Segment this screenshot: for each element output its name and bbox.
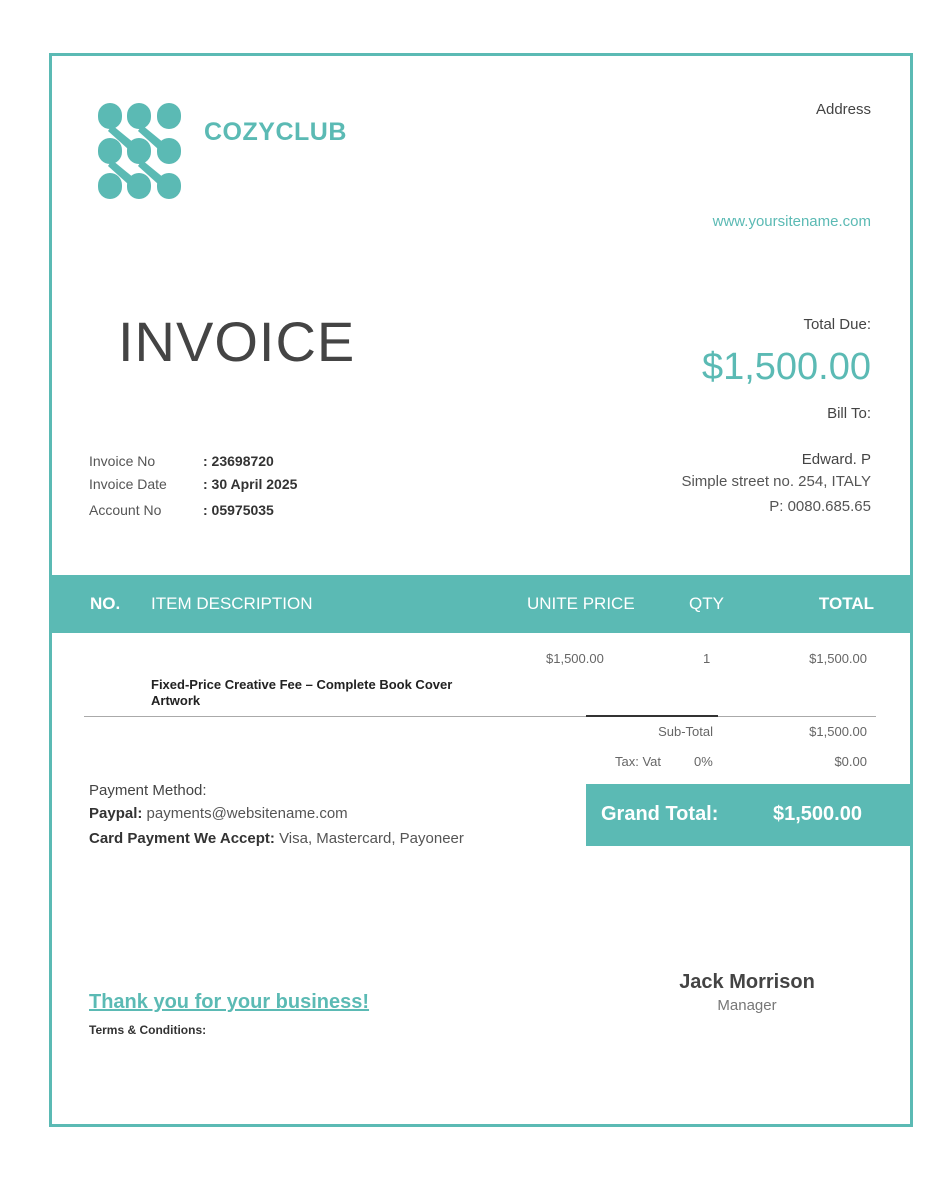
bill-to-label: Bill To: [827,405,871,422]
total-due-label: Total Due: [803,316,871,333]
cozyclub-logo-icon [98,103,186,199]
account-no-label: Account No [89,502,162,518]
subtotal-accent-line [586,715,718,717]
invoice-date-label: Invoice Date [89,476,167,492]
grand-total-value: $1,500.00 [773,803,862,825]
header-description: ITEM DESCRIPTION [151,594,313,613]
paypal-value: payments@websitename.com [146,805,348,822]
card-value: Visa, Mastercard, Payoneer [279,830,464,847]
brand-name: COZYCLUB [204,118,347,146]
address-label: Address [815,101,871,118]
tax-value: $0.00 [834,754,867,769]
bill-to-street: Simple street no. 254, ITALY [681,473,871,490]
header-price: UNITE PRICE [527,594,635,613]
account-no-value: : 05975035 [203,502,274,518]
table-header [52,575,910,633]
invoice-no-label: Invoice No [89,453,156,469]
invoice-no-value: : 23698720 [203,453,274,469]
website-link[interactable]: www.yoursitename.com [712,213,871,230]
invoice-title: INVOICE [118,310,356,373]
header-total: TOTAL [818,594,874,613]
grand-total-box [586,784,910,846]
tax-label: Tax: Vat [615,754,662,769]
paypal-line [89,805,348,822]
row-divider [84,716,876,717]
bill-to-name: Edward. P [801,451,871,468]
thank-you-text: Thank you for your business! [89,991,370,1013]
bill-to-phone: P: 0080.685.65 [769,498,871,515]
signer-role: Manager [717,997,777,1014]
grand-total-label: Grand Total: [601,803,719,825]
paypal-label: Paypal: [89,805,143,822]
tax-rate: 0% [694,754,713,769]
invoice-date-value: : 30 April 2025 [203,476,298,492]
signer-name: Jack Morrison [679,971,815,993]
payment-title: Payment Method: [89,782,207,799]
row-total: $1,500.00 [809,651,867,666]
terms-label: Terms & Conditions: [89,1023,207,1037]
header-qty: QTY [689,594,724,613]
row-description: Fixed-Price Creative Fee – Complete Book Cover Artwork [151,677,453,708]
row-price: $1,500.00 [546,651,604,666]
card-label: Card Payment We Accept: [89,830,275,847]
total-due-amount: $1,500.00 [701,346,871,388]
card-line [89,830,464,847]
subtotal-label: Sub-Total [658,724,713,739]
row-qty: 1 [703,651,711,666]
subtotal-value: $1,500.00 [809,724,867,739]
header-no: NO. [90,594,121,613]
